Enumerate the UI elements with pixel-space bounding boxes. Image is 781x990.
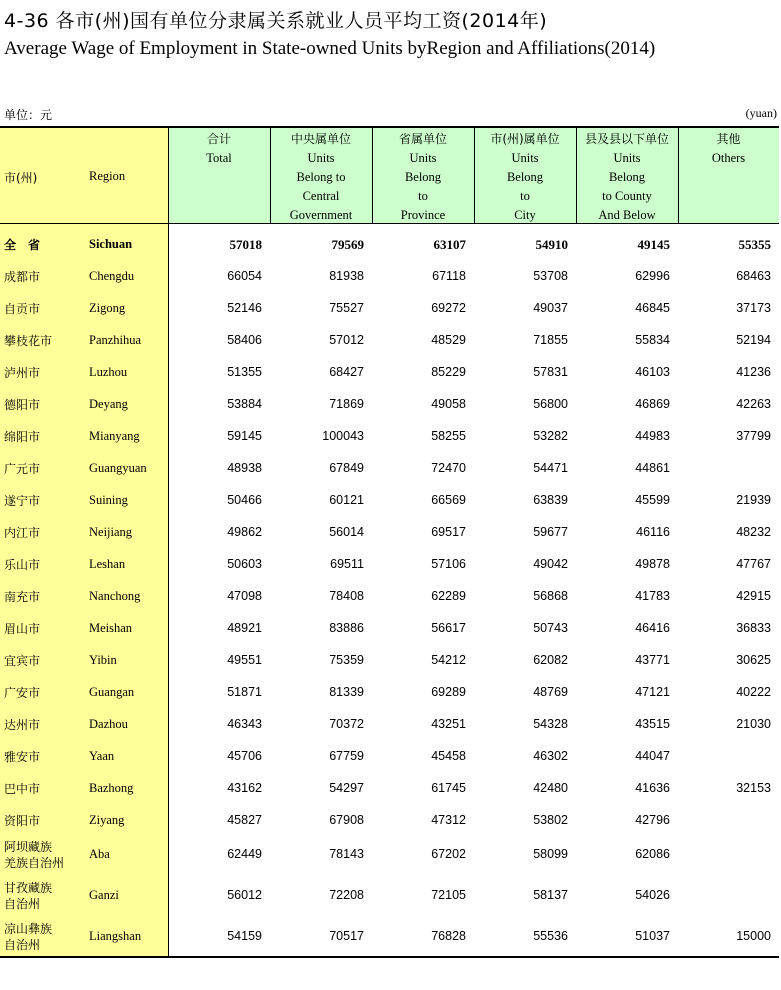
wage-value: 50466 — [227, 493, 262, 507]
wage-value: 48938 — [227, 461, 262, 475]
wage-value: 56617 — [431, 621, 466, 635]
wage-value: 54026 — [635, 888, 670, 902]
region-name: Yaan — [89, 749, 115, 763]
region-name: Chengdu — [89, 269, 135, 283]
city-name: 攀枝花市 — [4, 334, 53, 348]
wage-value: 67849 — [329, 461, 364, 475]
city-name: 广安市 — [4, 686, 41, 700]
wage-value: 81339 — [329, 685, 364, 699]
wage-value: 48529 — [431, 333, 466, 347]
city-name: 全 省 — [4, 238, 41, 252]
city-name: 达州市 — [4, 718, 41, 732]
wage-value: 67759 — [329, 749, 364, 763]
wage-value: 43251 — [431, 717, 466, 731]
wage-value: 69517 — [431, 525, 466, 539]
wage-value: 54471 — [533, 461, 568, 475]
wage-value: 58137 — [533, 888, 568, 902]
region-name: Dazhou — [89, 717, 128, 731]
region-name: Leshan — [89, 557, 126, 571]
region-name: Liangshan — [89, 929, 142, 943]
header-city: 市(州) — [4, 171, 38, 185]
wage-value: 62082 — [533, 653, 568, 667]
wage-value: 58255 — [431, 429, 466, 443]
wage-value: 55536 — [533, 929, 568, 943]
wage-value: 51871 — [227, 685, 262, 699]
city-name: 内江市 — [4, 526, 41, 540]
region-column-divider — [168, 127, 169, 957]
wage-value: 43162 — [227, 781, 262, 795]
wage-value: 46845 — [635, 301, 670, 315]
region-name: Aba — [89, 847, 110, 861]
wage-value: 51355 — [227, 365, 262, 379]
wage-value: 58406 — [227, 333, 262, 347]
wage-value: 44861 — [635, 461, 670, 475]
region-name: Nanchong — [89, 589, 141, 603]
wage-value: 41236 — [736, 365, 771, 379]
region-name: Mianyang — [89, 429, 140, 443]
city-name: 乐山市 — [4, 558, 41, 572]
wage-value: 43771 — [635, 653, 670, 667]
wage-value: 47767 — [736, 557, 771, 571]
header-city-units: 市(州)属单位 Units Belong to City — [490, 132, 560, 222]
wage-value: 76828 — [431, 929, 466, 943]
wage-value: 56868 — [533, 589, 568, 603]
wage-value: 47121 — [635, 685, 670, 699]
wage-value: 45458 — [431, 749, 466, 763]
wage-value: 59145 — [227, 429, 262, 443]
region-name: Deyang — [89, 397, 128, 411]
wage-value: 83886 — [329, 621, 364, 635]
wage-value: 41636 — [635, 781, 670, 795]
wage-value: 45827 — [227, 813, 262, 827]
city-name: 南充市 — [4, 590, 41, 604]
wage-value: 45599 — [635, 493, 670, 507]
region-name: Meishan — [89, 621, 133, 635]
wage-value: 57106 — [431, 557, 466, 571]
wage-value: 68427 — [329, 365, 364, 379]
wage-value: 56012 — [227, 888, 262, 902]
wage-value: 69511 — [330, 557, 364, 571]
wage-value: 43515 — [635, 717, 670, 731]
city-name: 资阳市 — [4, 814, 41, 828]
wage-value: 75359 — [329, 653, 364, 667]
region-name: Guangan — [89, 685, 135, 699]
wage-value: 53802 — [533, 813, 568, 827]
wage-value: 40222 — [736, 685, 771, 699]
wage-value: 69289 — [431, 685, 466, 699]
wage-value: 56800 — [533, 397, 568, 411]
city-name: 阿坝藏族 羌族自治州 — [4, 840, 65, 870]
wage-value: 70372 — [329, 717, 364, 731]
wage-value: 48769 — [533, 685, 568, 699]
wage-value: 46302 — [533, 749, 568, 763]
wage-value: 54212 — [431, 653, 466, 667]
wage-value: 36833 — [736, 621, 771, 635]
wage-value: 62449 — [227, 847, 262, 861]
region-name: Guangyuan — [89, 461, 147, 475]
wage-value: 42480 — [533, 781, 568, 795]
wage-value: 48232 — [736, 525, 771, 539]
wage-value: 67908 — [329, 813, 364, 827]
wage-value: 67118 — [432, 269, 466, 283]
wage-value: 58099 — [533, 847, 568, 861]
header-province: 省属单位 Units Belong to Province — [398, 132, 447, 222]
table-title-english: Average Wage of Employment in State-owned Units byRegion and Affiliations(2014) — [4, 38, 656, 59]
wage-value: 53282 — [533, 429, 568, 443]
wage-value: 46416 — [635, 621, 670, 635]
wage-value: 46343 — [227, 717, 262, 731]
wage-value: 47098 — [227, 589, 262, 603]
wage-value: 50603 — [227, 557, 262, 571]
city-name: 雅安市 — [4, 750, 41, 764]
wage-value: 54297 — [329, 781, 364, 795]
wage-value: 57012 — [329, 333, 364, 347]
wage-value: 57831 — [533, 365, 568, 379]
wage-value: 70517 — [329, 929, 364, 943]
wage-value: 66054 — [227, 269, 262, 283]
wage-value: 53708 — [533, 269, 568, 283]
wage-value: 47312 — [431, 813, 466, 827]
city-name: 绵阳市 — [4, 430, 41, 444]
wage-value: 49058 — [431, 397, 466, 411]
wage-value: 66569 — [431, 493, 466, 507]
wage-value: 55834 — [635, 333, 670, 347]
city-name: 甘孜藏族 自治州 — [4, 881, 53, 911]
wage-value: 30625 — [736, 653, 771, 667]
wage-value: 67202 — [431, 847, 466, 861]
wage-value: 44047 — [635, 749, 670, 763]
wage-value: 54910 — [535, 237, 568, 252]
region-name: Panzhihua — [89, 333, 142, 347]
wage-value: 55355 — [738, 237, 771, 252]
header-region: Region — [89, 169, 126, 183]
wage-value: 71869 — [329, 397, 364, 411]
wage-value: 63107 — [433, 237, 466, 252]
wage-value: 46103 — [635, 365, 670, 379]
header-total: 合计 Total — [206, 132, 232, 165]
wage-value: 42796 — [635, 813, 670, 827]
wage-value: 72208 — [329, 888, 364, 902]
region-name: Neijiang — [89, 525, 133, 539]
wage-value: 37173 — [736, 301, 771, 315]
wage-value: 49145 — [637, 237, 670, 252]
region-name: Luzhou — [89, 365, 128, 379]
wage-value: 62996 — [635, 269, 670, 283]
wage-value: 54159 — [227, 929, 262, 943]
wage-value: 69272 — [431, 301, 466, 315]
wage-value: 49878 — [635, 557, 670, 571]
wage-value: 100043 — [322, 429, 364, 443]
city-name: 宜宾市 — [4, 654, 41, 668]
table-bottom-border — [0, 956, 779, 958]
wage-value: 45706 — [227, 749, 262, 763]
region-name: Bazhong — [89, 781, 134, 795]
city-name: 德阳市 — [4, 398, 41, 412]
wage-value: 81938 — [329, 269, 364, 283]
wage-value: 46869 — [635, 397, 670, 411]
wage-value: 85229 — [431, 365, 466, 379]
wage-value: 53884 — [227, 397, 262, 411]
wage-value: 78143 — [329, 847, 364, 861]
wage-value: 15000 — [736, 929, 771, 943]
region-name: Yibin — [89, 653, 117, 667]
wage-value: 72470 — [431, 461, 466, 475]
city-name: 广元市 — [4, 462, 41, 476]
city-name: 凉山彝族 自治州 — [4, 922, 53, 952]
wage-value: 49862 — [227, 525, 262, 539]
wage-value: 62289 — [431, 589, 466, 603]
wage-value: 72105 — [431, 888, 466, 902]
wage-value: 59677 — [533, 525, 568, 539]
wage-value: 52194 — [736, 333, 771, 347]
header-central: 中央属单位 Units Belong to Central Government — [289, 132, 353, 222]
wage-value: 32153 — [736, 781, 771, 795]
region-name: Sichuan — [89, 237, 133, 251]
region-name: Ziyang — [89, 813, 125, 827]
wage-value: 79569 — [331, 237, 364, 252]
wage-value: 49042 — [533, 557, 568, 571]
table-title-chinese: 4-36 各市(州)国有单位分隶属关系就业人员平均工资(2014年) — [4, 10, 548, 32]
region-name: Ganzi — [89, 888, 119, 902]
wage-value: 48921 — [227, 621, 262, 635]
city-name: 眉山市 — [4, 622, 41, 636]
city-name: 自贡市 — [4, 302, 41, 316]
wage-value: 44983 — [635, 429, 670, 443]
wage-value: 61745 — [431, 781, 466, 795]
wage-value: 37799 — [736, 429, 771, 443]
wage-value: 56014 — [329, 525, 364, 539]
wage-value: 49037 — [533, 301, 568, 315]
wage-value: 41783 — [635, 589, 670, 603]
wage-value: 75527 — [329, 301, 364, 315]
wage-value: 68463 — [736, 269, 771, 283]
wage-value: 42915 — [736, 589, 771, 603]
unit-label: 单位：元 — [4, 108, 53, 122]
region-name: Suining — [89, 493, 128, 507]
wage-value: 54328 — [533, 717, 568, 731]
wage-value: 46116 — [636, 525, 670, 539]
wage-value: 57018 — [229, 237, 262, 252]
wage-value: 21939 — [736, 493, 771, 507]
wage-value: 42263 — [736, 397, 771, 411]
city-name: 巴中市 — [4, 782, 41, 796]
unit-label-english: (yuan) — [745, 106, 777, 120]
wage-value: 49551 — [227, 653, 262, 667]
wage-value: 60121 — [329, 493, 364, 507]
wage-value: 63839 — [533, 493, 568, 507]
wage-value: 50743 — [533, 621, 568, 635]
wage-value: 21030 — [736, 717, 771, 731]
region-name: Zigong — [89, 301, 126, 315]
city-name: 遂宁市 — [4, 494, 41, 508]
wage-value: 62086 — [635, 847, 670, 861]
city-name: 成都市 — [4, 270, 41, 284]
city-name: 泸州市 — [4, 366, 41, 380]
header-county: 县及县以下单位 Units Belong to County And Below — [584, 132, 669, 222]
header-others: 其他 Others — [711, 132, 746, 165]
wage-value: 78408 — [329, 589, 364, 603]
wage-value: 51037 — [635, 929, 670, 943]
wage-value: 71855 — [533, 333, 568, 347]
wage-value: 52146 — [227, 301, 262, 315]
table-top-border — [0, 126, 779, 128]
